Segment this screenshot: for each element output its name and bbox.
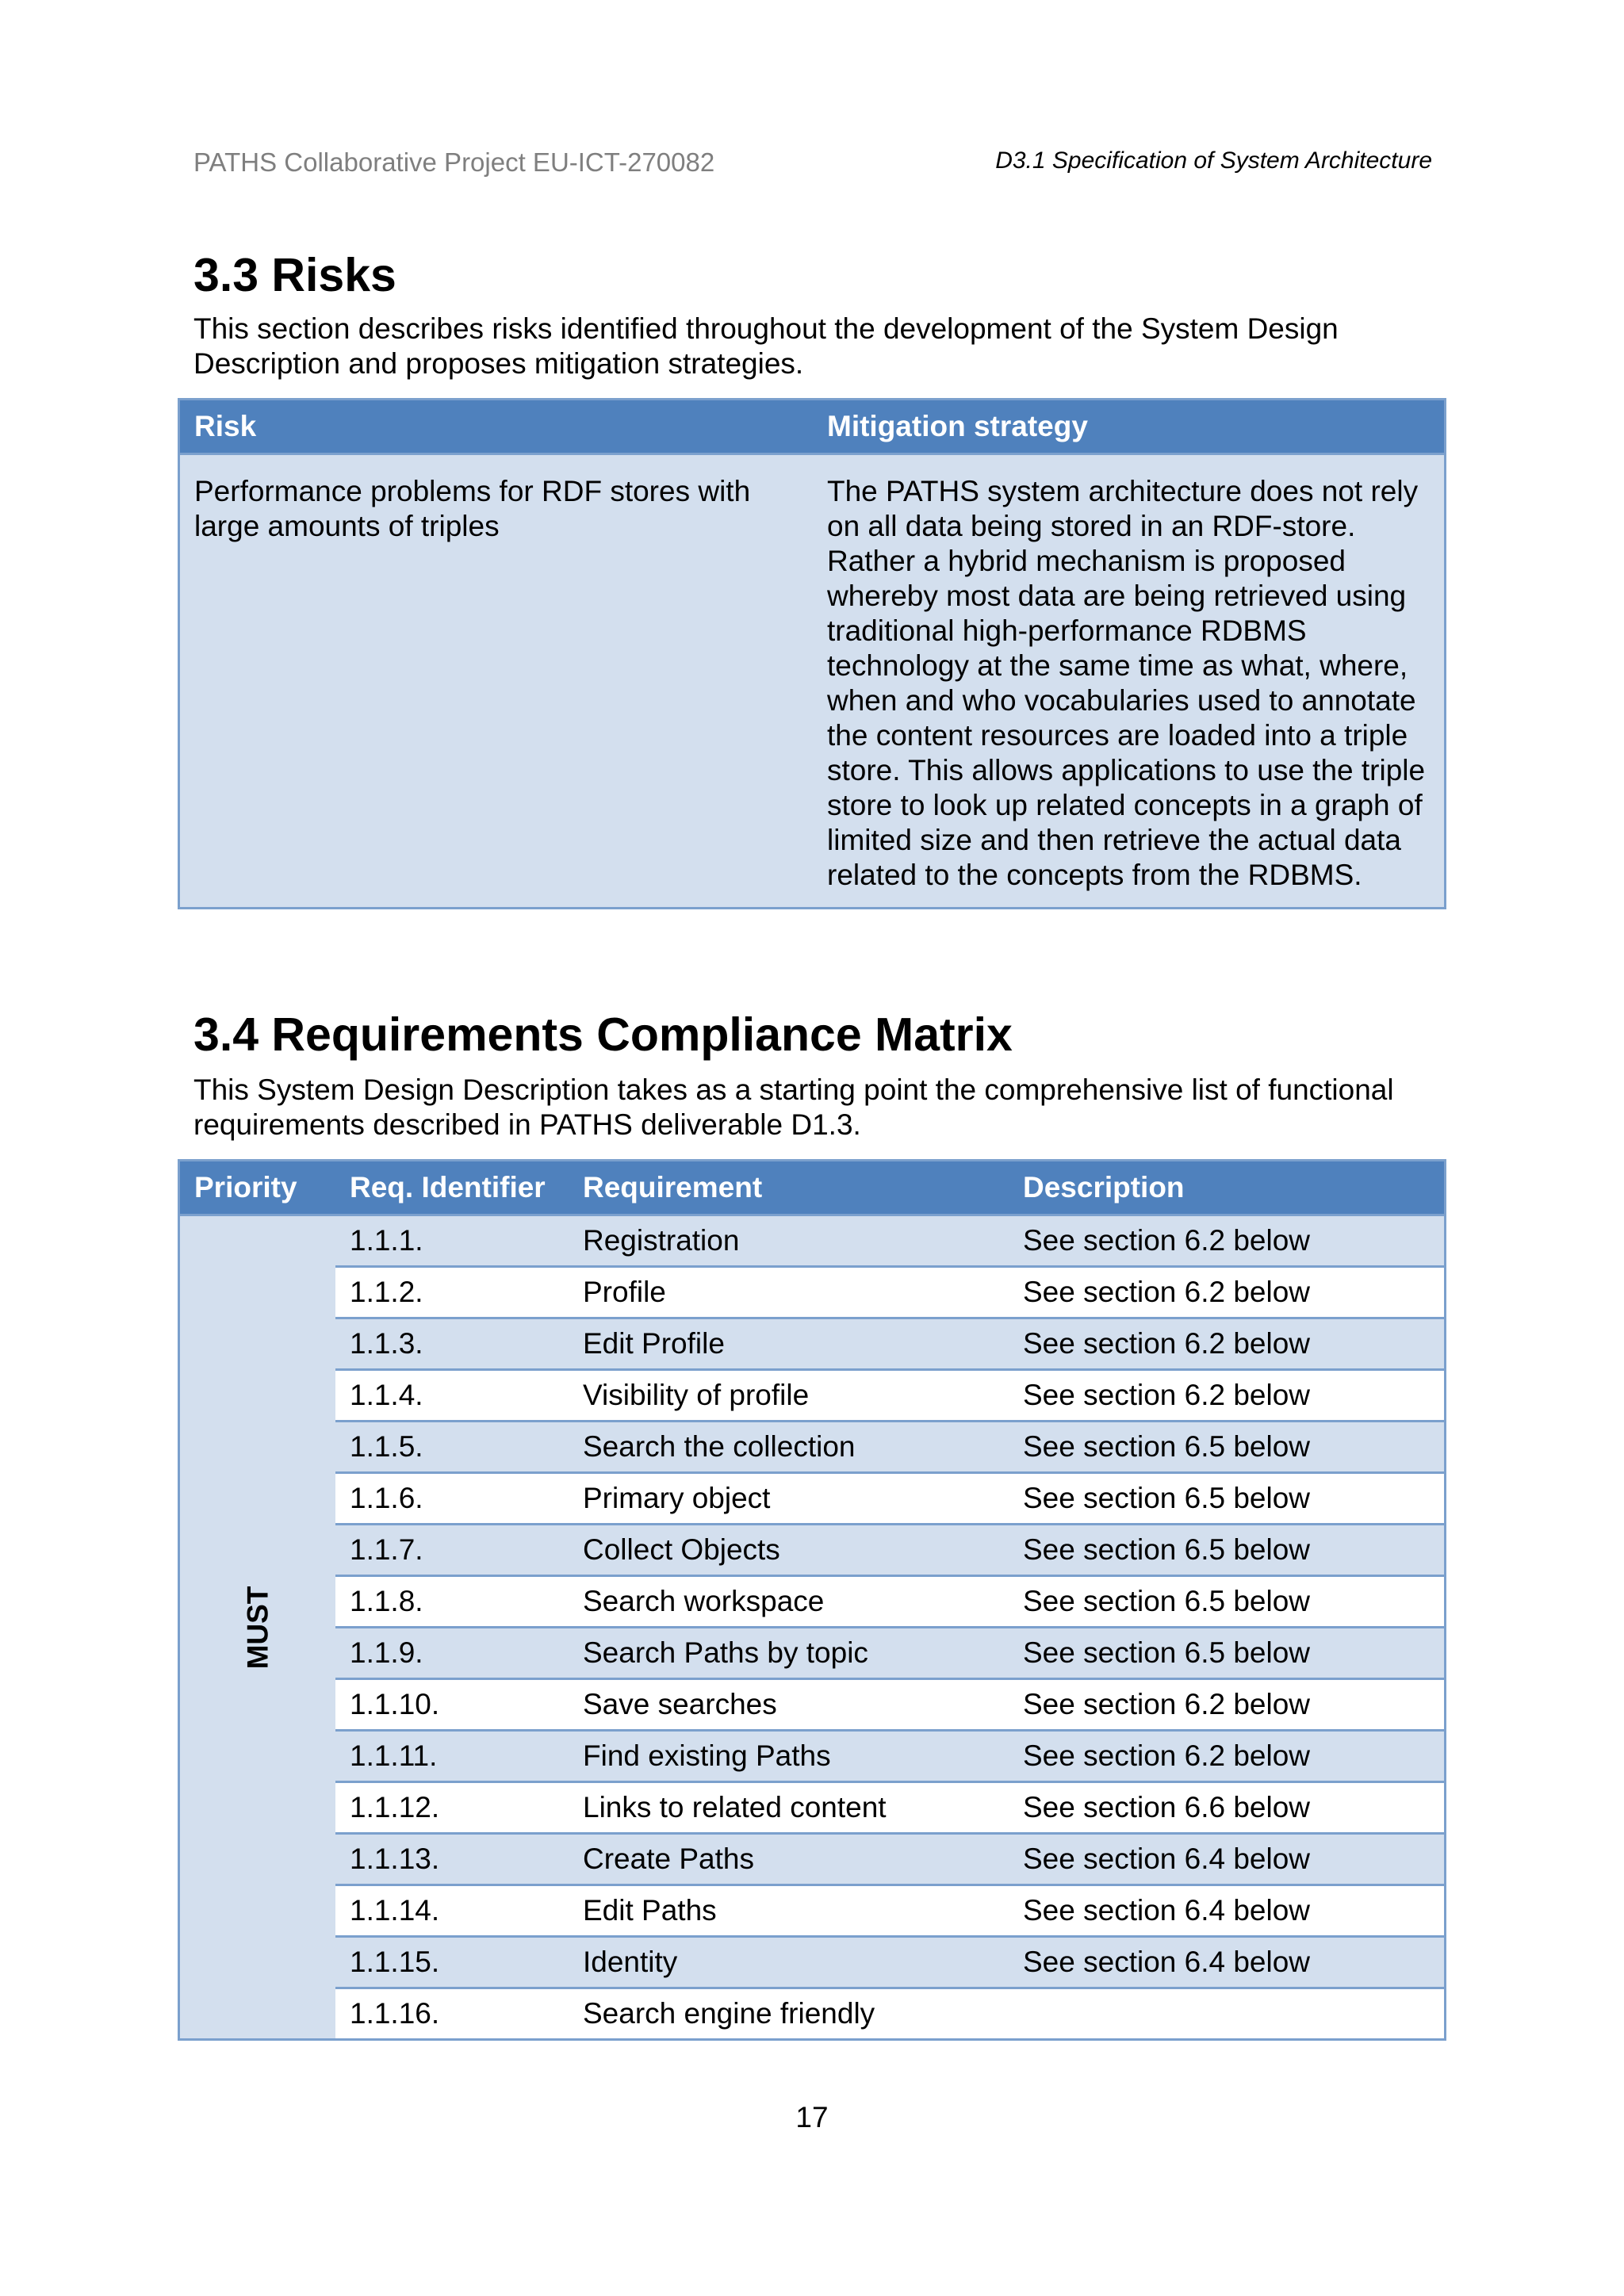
compliance-matrix-table [178, 1159, 1446, 2041]
requirement-cell: Primary object [569, 1473, 1009, 1525]
table-row [179, 1679, 1446, 1731]
mitigation-cell: The PATHS system architecture does not rely on all data being stored in an RDF-store. Rather a hybrid mechanism is proposed whereby most data are being retrieved using traditional high-performance RDBMS technology at the same time as what, where, when and who vocabularies used to annotate the content resources are loaded into a triple store. This allows applications to use the triple store to look up related concepts in a graph of limited size and then retrieve the actual data related to the concepts from the RDBMS. [813, 454, 1446, 909]
description-cell: See section 6.5 below [1009, 1422, 1446, 1473]
table-row [179, 1937, 1446, 1988]
compliance-table-header [179, 1161, 1446, 1215]
table-row [179, 1473, 1446, 1525]
table-row [179, 1525, 1446, 1576]
table-row [179, 1885, 1446, 1937]
req-identifier-cell: 1.1.1. [335, 1215, 569, 1267]
requirement-cell: Edit Paths [569, 1885, 1009, 1937]
requirement-cell: Create Paths [569, 1834, 1009, 1885]
table-row [179, 1422, 1446, 1473]
requirement-cell: Search the collection [569, 1422, 1009, 1473]
req-identifier-cell: 1.1.6. [335, 1473, 569, 1525]
description-cell: See section 6.5 below [1009, 1628, 1446, 1679]
description-cell: See section 6.2 below [1009, 1679, 1446, 1731]
table-row [179, 1731, 1446, 1782]
description-cell: See section 6.5 below [1009, 1473, 1446, 1525]
req-identifier-cell: 1.1.13. [335, 1834, 569, 1885]
table-row [179, 1215, 1446, 1267]
priority-label: MUST [240, 1586, 274, 1669]
table-row [179, 1834, 1446, 1885]
requirement-cell: Visibility of profile [569, 1370, 1009, 1422]
risk-cell: Performance problems for RDF stores with large amounts of triples [179, 454, 814, 909]
section-title-risks: 3.3 Risks [193, 249, 396, 301]
page-number: 17 [795, 2101, 829, 2133]
table-row [179, 1782, 1446, 1834]
table-row [179, 1370, 1446, 1422]
description-cell: See section 6.2 below [1009, 1370, 1446, 1422]
column-header-risk: Risk [179, 400, 814, 454]
compliance-table-body [179, 1215, 1446, 2040]
description-cell: See section 6.5 below [1009, 1576, 1446, 1628]
header-deliverable: D3.1 Specification of System Architecture [995, 147, 1432, 174]
description-cell: See section 6.2 below [1009, 1215, 1446, 1267]
req-identifier-cell: 1.1.14. [335, 1885, 569, 1937]
description-cell: See section 6.2 below [1009, 1267, 1446, 1318]
description-cell: See section 6.4 below [1009, 1885, 1446, 1937]
description-cell: See section 6.4 below [1009, 1834, 1446, 1885]
description-cell: See section 6.4 below [1009, 1937, 1446, 1988]
description-cell: See section 6.2 below [1009, 1318, 1446, 1370]
req-identifier-cell: 1.1.15. [335, 1937, 569, 1988]
table-row [179, 454, 1446, 909]
req-identifier-cell: 1.1.12. [335, 1782, 569, 1834]
requirement-cell: Registration [569, 1215, 1009, 1267]
compliance-intro: This System Design Description takes as a starting point the comprehensive list of functional requirements described in PATHS deliverable D1.3. [193, 1073, 1394, 1141]
column-header-req-identifier: Req. Identifier [335, 1161, 569, 1215]
priority-cell [179, 1215, 336, 2040]
requirement-cell: Find existing Paths [569, 1731, 1009, 1782]
req-identifier-cell: 1.1.11. [335, 1731, 569, 1782]
req-identifier-cell: 1.1.5. [335, 1422, 569, 1473]
req-identifier-cell: 1.1.3. [335, 1318, 569, 1370]
table-row [179, 1318, 1446, 1370]
table-row [179, 1628, 1446, 1679]
req-identifier-cell: 1.1.7. [335, 1525, 569, 1576]
requirement-cell: Search engine friendly [569, 1988, 1009, 2040]
section-title-compliance: 3.4 Requirements Compliance Matrix [193, 1008, 1013, 1061]
req-identifier-cell: 1.1.8. [335, 1576, 569, 1628]
risks-table-header [179, 400, 1446, 454]
description-cell: See section 6.5 below [1009, 1525, 1446, 1576]
risks-table [178, 398, 1446, 909]
requirement-cell: Profile [569, 1267, 1009, 1318]
requirement-cell: Search workspace [569, 1576, 1009, 1628]
table-row [179, 1576, 1446, 1628]
requirement-cell: Save searches [569, 1679, 1009, 1731]
table-row [179, 1988, 1446, 2040]
req-identifier-cell: 1.1.4. [335, 1370, 569, 1422]
req-identifier-cell: 1.1.2. [335, 1267, 569, 1318]
req-identifier-cell: 1.1.9. [335, 1628, 569, 1679]
requirement-cell: Identity [569, 1937, 1009, 1988]
table-row [179, 1267, 1446, 1318]
column-header-description: Description [1009, 1161, 1446, 1215]
req-identifier-cell: 1.1.16. [335, 1988, 569, 2040]
description-cell: See section 6.2 below [1009, 1731, 1446, 1782]
column-header-mitigation: Mitigation strategy [813, 400, 1446, 454]
column-header-requirement: Requirement [569, 1161, 1009, 1215]
requirement-cell: Search Paths by topic [569, 1628, 1009, 1679]
risks-intro: This section describes risks identified throughout the development of the System Design Description and proposes mitigation strategies. [193, 312, 1339, 380]
description-cell [1009, 1988, 1446, 2040]
requirement-cell: Collect Objects [569, 1525, 1009, 1576]
req-identifier-cell: 1.1.10. [335, 1679, 569, 1731]
description-cell: See section 6.6 below [1009, 1782, 1446, 1834]
column-header-priority: Priority [179, 1161, 336, 1215]
requirement-cell: Edit Profile [569, 1318, 1009, 1370]
header-project: PATHS Collaborative Project EU-ICT-270082 [193, 147, 715, 177]
requirement-cell: Links to related content [569, 1782, 1009, 1834]
